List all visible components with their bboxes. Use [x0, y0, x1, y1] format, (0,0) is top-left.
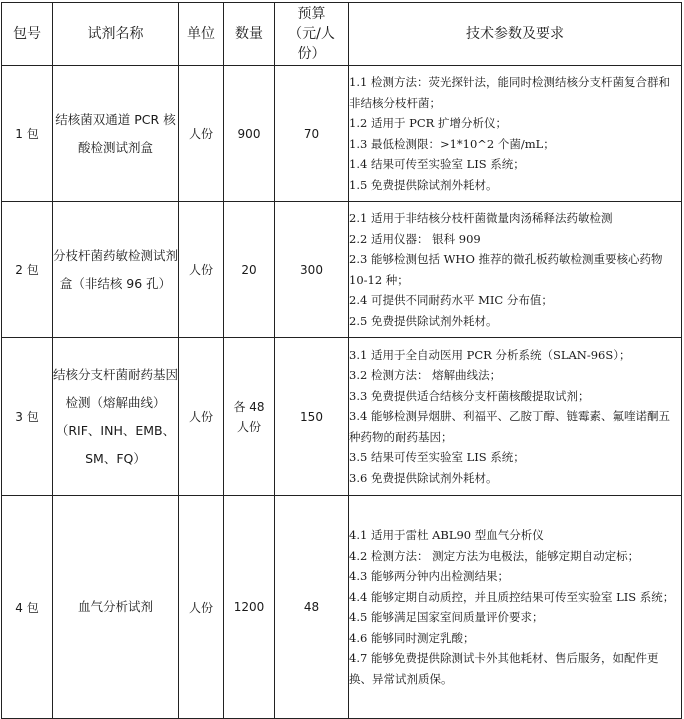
- table-row: [2, 202, 682, 338]
- requirement-item: 2.3 能够检测包括 WHO 推荐的微孔板药敏检测重要核心药物 10-12 种；: [349, 252, 663, 287]
- requirement-item: 1.3 最低检测限：>1*10^2 个菌/mL；: [349, 136, 555, 151]
- header-qty: 数量: [224, 3, 275, 66]
- requirement-item: 1.1 检测方法：荧光探针法，能同时检测结核分支杆菌复合群和非结核分枝杆菌；: [349, 75, 670, 110]
- cell-name: 结核分支杆菌耐药基因检测（熔解曲线）（RIF、INH、EMB、SM、FQ）: [53, 338, 179, 496]
- requirement-item: 1.5 免费提供除试剂外耗材。: [349, 177, 498, 192]
- reagent-spec-table: [1, 2, 682, 719]
- table-row: [2, 496, 682, 719]
- requirement-item: 4.5 能够满足国家室间质量评价要求；: [349, 610, 544, 624]
- cell-unit: 人份: [179, 66, 224, 202]
- requirement-item: 2.4 可提供不同耐药水平 MIC 分布值；: [349, 293, 553, 307]
- header-row: [2, 3, 682, 66]
- cell-name: 血气分析试剂: [53, 496, 179, 719]
- cell-qty: 900: [224, 66, 275, 202]
- cell-unit: 人份: [179, 338, 224, 496]
- requirement-item: 3.6 免费提供除试剂外耗材。: [349, 470, 498, 485]
- cell-qty: 1200: [224, 496, 275, 719]
- requirement-item: 1.2 适用于 PCR 扩增分析仪；: [349, 116, 507, 130]
- table-row: [2, 338, 682, 496]
- cell-budget: 48: [275, 496, 349, 719]
- header-unit: 单位: [179, 3, 224, 66]
- cell-budget: 300: [275, 202, 349, 338]
- header-budget: 预算（元/人份）: [275, 3, 349, 66]
- requirement-item: 3.5 结果可传至实验室 LIS 系统；: [349, 450, 525, 465]
- requirement-item: 4.4 能够定期自动质控，并且质控结果可传至实验室 LIS 系统；: [349, 589, 675, 604]
- cell-budget: 70: [275, 66, 349, 202]
- header-pkg: 包号: [2, 3, 53, 66]
- cell-pkg: 1 包: [2, 66, 53, 202]
- cell-name: 结核菌双通道 PCR 核酸检测试剂盒: [53, 66, 179, 202]
- cell-name: 分枝杆菌药敏检测试剂盒（非结核 96 孔）: [53, 202, 179, 338]
- cell-unit: 人份: [179, 202, 224, 338]
- cell-requirements: [349, 202, 682, 338]
- requirement-item: 4.2 检测方法： 测定方法为电极法，能够定期自动定标；: [349, 548, 640, 563]
- requirement-item: 3.2 检测方法： 熔解曲线法；: [349, 368, 502, 383]
- table-row: [2, 66, 682, 202]
- requirement-item: 2.5 免费提供除试剂外耗材。: [349, 313, 498, 328]
- cell-unit: 人份: [179, 496, 224, 719]
- requirement-item: 3.1 适用于全自动医用 PCR 分析系统（SLAN-96S）；: [349, 347, 631, 362]
- cell-requirements: [349, 496, 682, 719]
- requirement-item: 4.6 能够同时测定乳酸；: [349, 630, 475, 645]
- requirement-item: 2.2 适用仪器： 银科 909: [349, 231, 481, 246]
- requirement-item: 4.3 能够两分钟内出检测结果；: [349, 569, 509, 583]
- requirement-item: 3.3 免费提供适合结核分支杆菌核酸提取试剂；: [349, 388, 590, 403]
- cell-pkg: 2 包: [2, 202, 53, 338]
- cell-qty: 20: [224, 202, 275, 338]
- cell-pkg: 3 包: [2, 338, 53, 496]
- cell-budget: 150: [275, 338, 349, 496]
- cell-requirements: [349, 66, 682, 202]
- cell-qty: 各 48 人份: [224, 338, 275, 496]
- requirement-item: 1.4 结果可传至实验室 LIS 系统；: [349, 157, 525, 171]
- header-requirements: 技术参数及要求: [349, 3, 682, 66]
- cell-pkg: 4 包: [2, 496, 53, 719]
- cell-requirements: [349, 338, 682, 496]
- requirement-item: 3.4 能够检测异烟肼、利福平、乙胺丁醇、链霉素、氟喹诺酮五种药物的耐药基因；: [349, 409, 670, 444]
- requirement-item: 4.7 能够免费提供除测试卡外其他耗材、售后服务，如配件更换、异常试剂质保。: [349, 651, 659, 686]
- header-name: 试剂名称: [53, 3, 179, 66]
- requirement-item: 2.1 适用于非结核分枝杆菌微量肉汤稀释法药敏检测: [349, 211, 613, 225]
- requirement-item: 4.1 适用于雷杜 ABL90 型血气分析仪: [349, 528, 544, 542]
